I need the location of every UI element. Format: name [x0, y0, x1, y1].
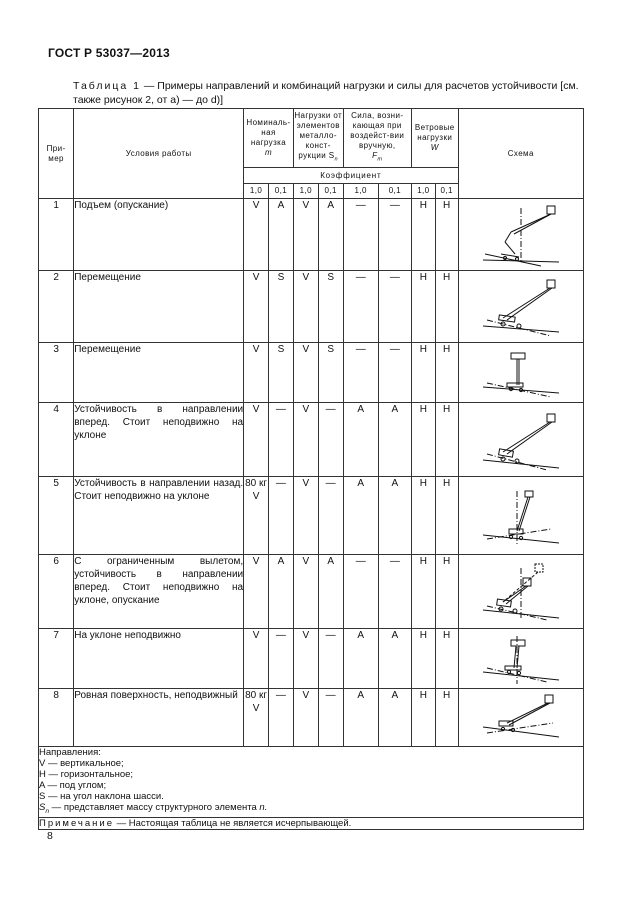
- row-value: 80 кг V: [244, 477, 269, 555]
- header-conditions: Условия работы: [74, 109, 244, 199]
- row-value: —: [318, 629, 343, 689]
- row-value: A: [318, 555, 343, 629]
- row-number: 1: [39, 199, 74, 271]
- caption-label: Таблица 1: [73, 80, 141, 92]
- row-value: H: [435, 403, 458, 477]
- row-value: A: [318, 199, 343, 271]
- row-value: —: [318, 477, 343, 555]
- row-number: 8: [39, 689, 74, 747]
- row-value: V: [244, 199, 269, 271]
- row-value: —: [268, 403, 293, 477]
- row-value: S: [268, 271, 293, 343]
- table-row: [39, 555, 584, 629]
- row-value: A: [343, 477, 378, 555]
- row-number: 4: [39, 403, 74, 477]
- legend-item-sn: $S_n$ — представляет массу структурного элемента n.: [39, 802, 268, 815]
- row-value: A: [343, 689, 378, 747]
- travel-scheme-icon: [481, 276, 561, 338]
- caption-text: — Примеры направлений и комбинаций нагрузки и силы для расчетов устойчивости [см. также рисунок 2, от а) — до d)]: [73, 80, 579, 106]
- table-row: [39, 271, 584, 343]
- row-value: —: [378, 343, 411, 403]
- coef-cell: 0,1: [378, 184, 411, 199]
- coef-cell: 1,0: [411, 184, 435, 199]
- row-condition: С ограниченным вылетом, устойчивость в направлении вперед. Стоит неподвижно на уклоне, опускание: [74, 555, 244, 629]
- header-wind-load: Ветровые нагрузки W: [411, 109, 458, 168]
- scheme-diagram-1: [458, 199, 583, 271]
- row-value: —: [318, 403, 343, 477]
- remark-label: Примечание: [39, 817, 114, 829]
- row-value: H: [411, 403, 435, 477]
- row-value: A: [268, 199, 293, 271]
- row-value: V: [293, 477, 318, 555]
- table-caption: [73, 79, 583, 107]
- row-value: —: [268, 689, 293, 747]
- row-value: H: [411, 477, 435, 555]
- row-value: —: [268, 629, 293, 689]
- legend-notes: [39, 747, 584, 818]
- row-value: S: [268, 343, 293, 403]
- backward-stability-scheme-icon: [481, 483, 561, 549]
- row-value: A: [343, 403, 378, 477]
- row-value: H: [411, 199, 435, 271]
- row-number: 2: [39, 271, 74, 343]
- remark-text: — Настоящая таблица не является исчерпывающей.: [114, 817, 352, 829]
- row-value: 80 кг V: [244, 689, 269, 747]
- row-condition: Подъем (опускание): [74, 199, 244, 271]
- row-value: V: [244, 271, 269, 343]
- travel-compact-scheme-icon: [481, 347, 561, 399]
- table-row: [39, 629, 584, 689]
- row-value: V: [293, 403, 318, 477]
- row-value: A: [268, 555, 293, 629]
- row-value: A: [378, 477, 411, 555]
- legend-item: H — горизонтальное;: [39, 769, 134, 780]
- row-value: H: [411, 629, 435, 689]
- legend-item: V — вертикальное;: [39, 758, 124, 769]
- row-value: A: [378, 689, 411, 747]
- legend-title: Направления:: [39, 747, 101, 758]
- level-surface-scheme-icon: [481, 691, 561, 745]
- row-value: —: [268, 477, 293, 555]
- table-remark: [39, 817, 584, 829]
- table-row: [39, 199, 584, 271]
- page-number: 8: [47, 830, 53, 842]
- row-value: H: [411, 555, 435, 629]
- scheme-diagram-4: [458, 403, 583, 477]
- row-number: 3: [39, 343, 74, 403]
- row-condition: Перемещение: [74, 271, 244, 343]
- row-number: 6: [39, 555, 74, 629]
- header-scheme: Схема: [458, 109, 583, 199]
- row-condition: Устойчивость в направлении вперед. Стоит неподвижно на уклоне: [74, 403, 244, 477]
- row-value: S: [318, 271, 343, 343]
- row-value: H: [411, 343, 435, 403]
- scheme-diagram-5: [458, 477, 583, 555]
- row-value: —: [343, 199, 378, 271]
- scheme-diagram-7: [458, 629, 583, 689]
- row-value: V: [293, 343, 318, 403]
- scheme-diagram-3: [458, 343, 583, 403]
- row-value: V: [293, 689, 318, 747]
- row-value: V: [244, 343, 269, 403]
- header-coefficient: Коэффициент: [244, 168, 458, 184]
- row-condition: Ровная поверхность, неподвижный: [74, 689, 244, 747]
- row-value: V: [293, 271, 318, 343]
- legend-item: A — под углом;: [39, 780, 107, 791]
- coef-cell: 1,0: [244, 184, 269, 199]
- row-condition: На уклоне неподвижно: [74, 629, 244, 689]
- legend-item: S — на угол наклона шасси.: [39, 791, 164, 802]
- row-value: —: [343, 555, 378, 629]
- row-value: V: [293, 629, 318, 689]
- row-value: V: [244, 403, 269, 477]
- row-value: H: [411, 689, 435, 747]
- scheme-diagram-8: [458, 689, 583, 747]
- row-number: 7: [39, 629, 74, 689]
- row-value: H: [435, 477, 458, 555]
- row-value: A: [378, 629, 411, 689]
- coef-cell: 1,0: [343, 184, 378, 199]
- row-value: —: [343, 343, 378, 403]
- row-value: —: [343, 271, 378, 343]
- scheme-diagram-6: [458, 555, 583, 629]
- header-example: При-мер: [39, 109, 74, 199]
- header-nominal-load: Номиналь-ная нагрузка m: [244, 109, 294, 168]
- row-value: H: [435, 199, 458, 271]
- row-value: —: [378, 555, 411, 629]
- row-value: V: [293, 555, 318, 629]
- row-value: S: [318, 343, 343, 403]
- row-value: —: [378, 271, 411, 343]
- scheme-diagram-2: [458, 271, 583, 343]
- document-id: ГОСТ Р 53037—2013: [48, 46, 170, 60]
- table-row: [39, 689, 584, 747]
- row-value: —: [318, 689, 343, 747]
- header-manual-force: Сила, возни-кающая при воздейст-вии вручную, $F_m$: [343, 109, 411, 168]
- row-value: H: [435, 629, 458, 689]
- coef-cell: 0,1: [318, 184, 343, 199]
- row-value: H: [435, 555, 458, 629]
- row-value: H: [435, 343, 458, 403]
- row-value: —: [378, 199, 411, 271]
- table-row: [39, 343, 584, 403]
- row-value: V: [244, 629, 269, 689]
- row-condition: Перемещение: [74, 343, 244, 403]
- slope-stationary-scheme-icon: [481, 632, 561, 686]
- limited-reach-scheme-icon: [481, 560, 561, 624]
- row-value: A: [378, 403, 411, 477]
- row-value: A: [343, 629, 378, 689]
- table-row: [39, 403, 584, 477]
- row-condition: Устойчивость в направлении назад. Стоит неподвижно на уклоне: [74, 477, 244, 555]
- coef-cell: 0,1: [435, 184, 458, 199]
- header-structural-load: Нагрузки от элементов металло-конст-рукции $S_n$: [293, 109, 343, 168]
- stability-table: [38, 108, 584, 830]
- coef-cell: 0,1: [268, 184, 293, 199]
- row-value: V: [293, 199, 318, 271]
- row-value: H: [435, 689, 458, 747]
- coef-cell: 1,0: [293, 184, 318, 199]
- row-value: H: [435, 271, 458, 343]
- row-number: 5: [39, 477, 74, 555]
- row-value: H: [411, 271, 435, 343]
- table-row: [39, 477, 584, 555]
- row-value: V: [244, 555, 269, 629]
- forward-stability-scheme-icon: [481, 408, 561, 472]
- lift-scheme-icon: [481, 202, 561, 268]
